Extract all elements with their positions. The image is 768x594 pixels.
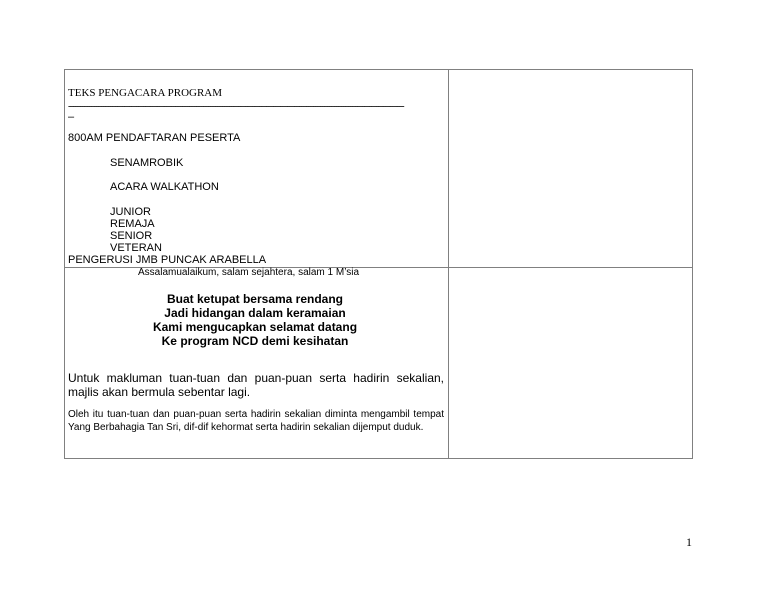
greeting-line: Assalamualaikum, salam sejahtera, salam 1 M’sia	[138, 267, 360, 278]
dash-tail: –	[68, 111, 75, 123]
category-remaja: REMAJA	[110, 218, 155, 230]
speaker-label: PENGERUSI JMB PUNCAK ARABELLA	[68, 254, 267, 266]
document-heading: TEKS PENGACARA PROGRAM	[68, 87, 223, 99]
page-number: 1	[686, 535, 692, 549]
dash-separator: ------------------------------------------------------------------------------------------------------------------------------------------------	[68, 102, 404, 112]
category-senior: SENIOR	[110, 230, 153, 242]
verse-line-2: Jadi hidangan dalam keramaian	[164, 306, 346, 320]
announcement-paragraph: Untuk makluman tuan-tuan dan puan-puan serta hadirin sekalian, majlis akan bermula sebentar lagi.	[68, 371, 444, 399]
seating-paragraph: Oleh itu tuan-tuan dan puan-puan serta hadirin sekalian diminta mengambil tempat Yang Berbahagia Tan Sri, dif-dif kehormat serta hadirin sekalian dijemput duduk.	[68, 409, 444, 433]
category-veteran: VETERAN	[110, 242, 162, 254]
verse-line-1: Buat ketupat bersama rendang	[166, 292, 344, 306]
verse-line-3: Kami mengucapkan selamat datang	[152, 320, 358, 334]
category-junior: JUNIOR	[110, 206, 151, 218]
item-walkathon: ACARA WALKATHON	[110, 181, 219, 193]
item-senamrobik: SENAMROBIK	[110, 157, 184, 169]
time-registration: 800AM PENDAFTARAN PESERTA	[68, 132, 241, 144]
verse-line-4: Ke program NCD demi kesihatan	[161, 334, 349, 348]
column-divider	[448, 70, 449, 458]
